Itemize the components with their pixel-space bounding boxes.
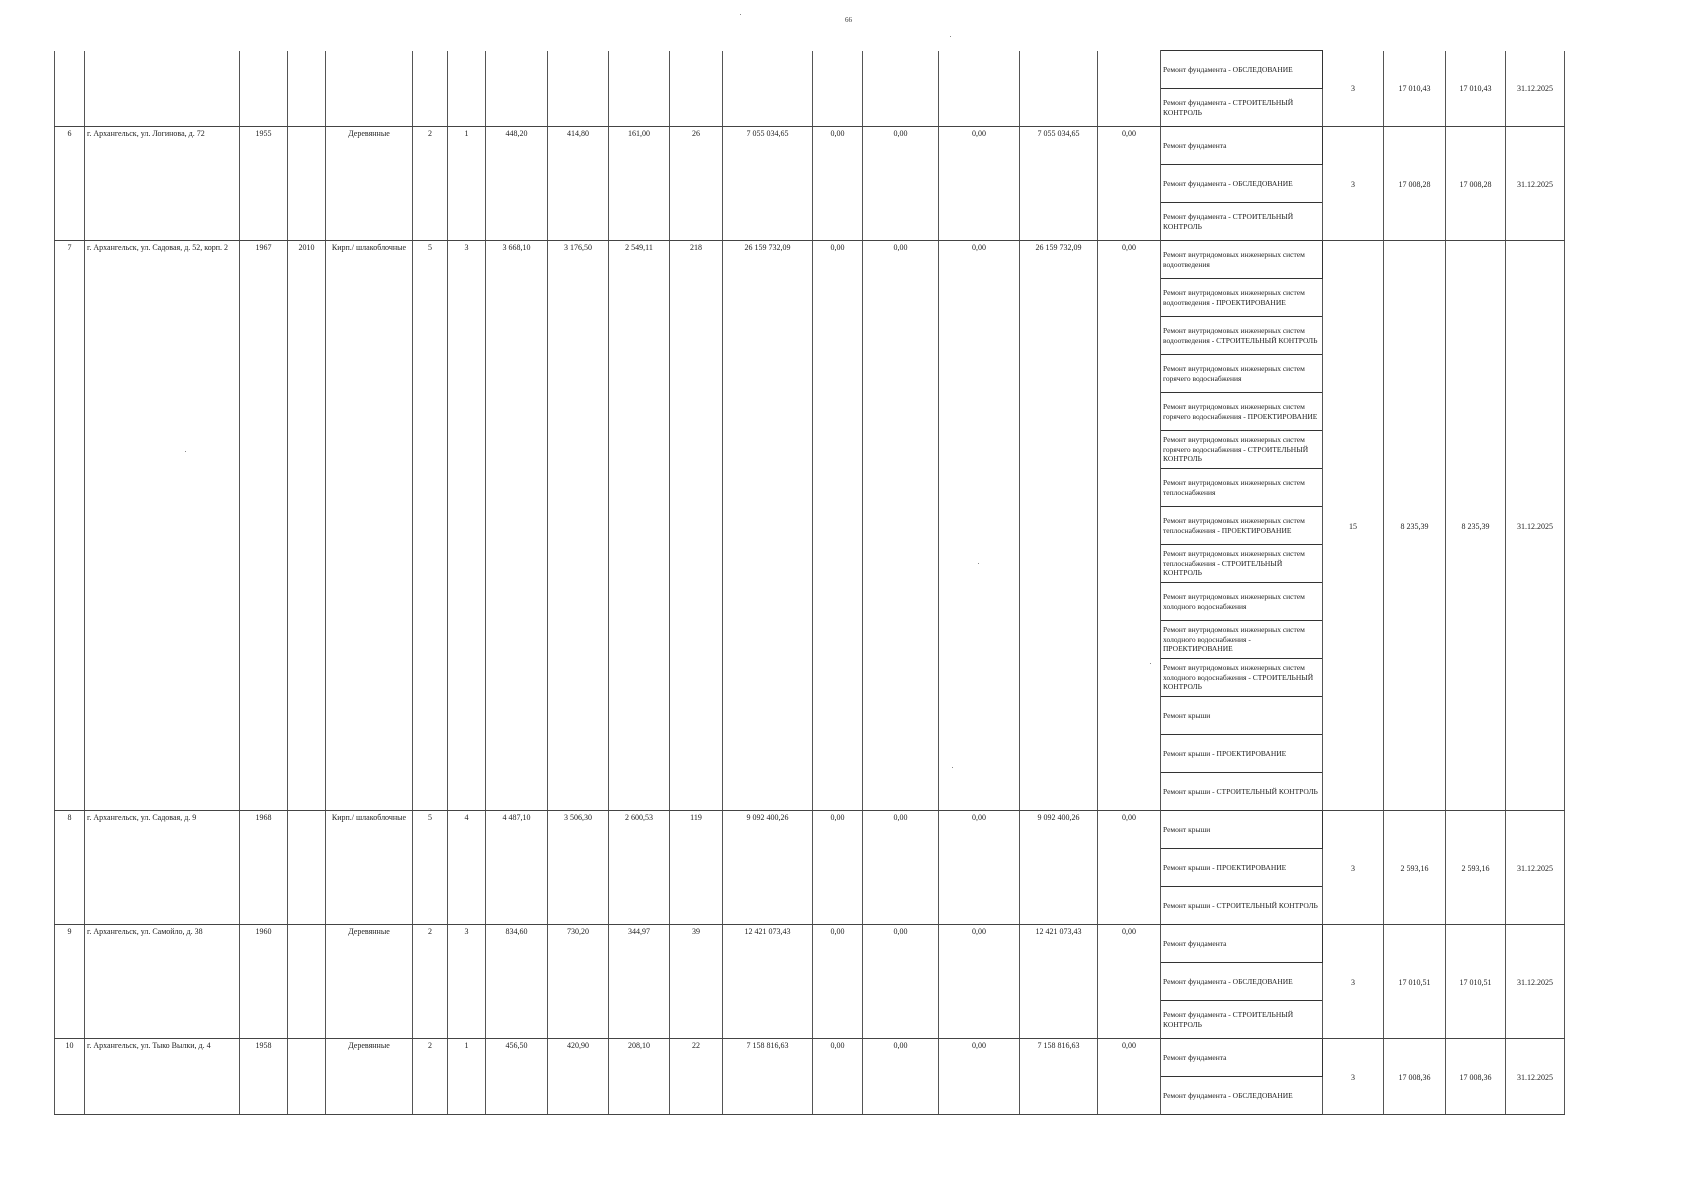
- wall-material-cell: Деревянные: [326, 127, 413, 241]
- unit-cost-cell: 8 235,39: [1384, 241, 1446, 811]
- work-count-cell: 3: [1323, 811, 1384, 925]
- work-type-cell: Ремонт крыши - ПРОЕКТИРОВАНИЕ: [1161, 849, 1323, 887]
- fund-federal-cell: 0,00: [813, 925, 863, 1039]
- fund-local-cell: 0,00: [939, 241, 1020, 811]
- max-unit-cost-cell: 17 010,51: [1446, 925, 1506, 1039]
- work-type-cell: Ремонт фундамента: [1161, 925, 1323, 963]
- year-built-cell: 1960: [240, 925, 288, 1039]
- fund-local-cell: 0,00: [939, 811, 1020, 925]
- living-area-cell: 420,90: [548, 1039, 609, 1115]
- floors-cell: 2: [413, 1039, 448, 1115]
- work-type-cell: Ремонт фундамента - ОБСЛЕДОВАНИЕ: [1161, 963, 1323, 1001]
- year-built-cell: 1967: [240, 241, 288, 811]
- floors-cell: 2: [413, 925, 448, 1039]
- residents-cell: 119: [670, 811, 723, 925]
- residential-area-cell: 344,97: [609, 925, 670, 1039]
- work-type-cell: Ремонт внутридомовых инженерных систем теплоснабжения: [1161, 469, 1323, 507]
- work-type-cell: Ремонт крыши - ПРОЕКТИРОВАНИЕ: [1161, 735, 1323, 773]
- table-row: [55, 925, 1565, 963]
- deadline-cell: 31.12.2025: [1506, 1039, 1565, 1115]
- row-number-cell: 10: [55, 1039, 85, 1115]
- total-cost-cell: 9 092 400,26: [723, 811, 813, 925]
- deadline-cell: 31.12.2025: [1506, 51, 1565, 127]
- address-cell: г. Архангельск, ул. Тыко Вылки, д. 4: [85, 1039, 240, 1115]
- year-built-cell: 1958: [240, 1039, 288, 1115]
- living-area-cell: 3 176,50: [548, 241, 609, 811]
- fund-federal-cell: 0,00: [813, 241, 863, 811]
- address-cell: г. Архангельск, ул. Логинова, д. 72: [85, 127, 240, 241]
- total-cost-cell: 26 159 732,09: [723, 241, 813, 811]
- year-overhaul-cell: [288, 811, 326, 925]
- work-type-cell: Ремонт фундамента - ОБСЛЕДОВАНИЕ: [1161, 51, 1323, 89]
- year-overhaul-cell: [288, 925, 326, 1039]
- scan-speck: [950, 36, 951, 37]
- work-type-cell: Ремонт фундамента - ОБСЛЕДОВАНИЕ: [1161, 165, 1323, 203]
- empty-cell: [670, 51, 723, 127]
- unit-cost-cell: 17 010,43: [1384, 51, 1446, 127]
- work-type-cell: Ремонт фундамента: [1161, 127, 1323, 165]
- fund-other-cell: 0,00: [1098, 925, 1161, 1039]
- floors-cell: 2: [413, 127, 448, 241]
- address-cell: г. Архангельск, ул. Садовая, д. 52, корп. 2: [85, 241, 240, 811]
- table-row: [55, 51, 1565, 89]
- year-built-cell: 1955: [240, 127, 288, 241]
- wall-material-cell: Деревянные: [326, 1039, 413, 1115]
- work-type-cell: Ремонт фундамента - ОБСЛЕДОВАНИЕ: [1161, 1077, 1323, 1115]
- work-type-cell: Ремонт фундамента: [1161, 1039, 1323, 1077]
- table-row: [55, 241, 1565, 279]
- work-count-cell: 3: [1323, 1039, 1384, 1115]
- floors-cell: 5: [413, 811, 448, 925]
- fund-other-cell: 0,00: [1098, 811, 1161, 925]
- residential-area-cell: 2 600,53: [609, 811, 670, 925]
- work-type-cell: Ремонт крыши - СТРОИТЕЛЬНЫЙ КОНТРОЛЬ: [1161, 887, 1323, 925]
- living-area-cell: 414,80: [548, 127, 609, 241]
- total-cost-cell: 12 421 073,43: [723, 925, 813, 1039]
- year-overhaul-cell: [288, 127, 326, 241]
- empty-cell: [85, 51, 240, 127]
- total-area-cell: 3 668,10: [486, 241, 548, 811]
- fund-other-cell: 0,00: [1098, 241, 1161, 811]
- page-number: 66: [845, 16, 852, 24]
- housing-repair-registry-table: [54, 50, 1565, 1115]
- residential-area-cell: 2 549,11: [609, 241, 670, 811]
- fund-regional-cell: 0,00: [863, 811, 939, 925]
- work-type-cell: Ремонт фундамента - СТРОИТЕЛЬНЫЙ КОНТРОЛЬ: [1161, 1001, 1323, 1039]
- work-count-cell: 15: [1323, 241, 1384, 811]
- work-type-cell: Ремонт внутридомовых инженерных систем водоотведения - СТРОИТЕЛЬНЫЙ КОНТРОЛЬ: [1161, 317, 1323, 355]
- work-type-cell: Ремонт крыши: [1161, 697, 1323, 735]
- empty-cell: [1098, 51, 1161, 127]
- empty-cell: [413, 51, 448, 127]
- year-built-cell: 1968: [240, 811, 288, 925]
- empty-cell: [813, 51, 863, 127]
- fund-federal-cell: 0,00: [813, 1039, 863, 1115]
- max-unit-cost-cell: 2 593,16: [1446, 811, 1506, 925]
- row-number-cell: 7: [55, 241, 85, 811]
- fund-owners-cell: 26 159 732,09: [1020, 241, 1098, 811]
- table-row: [55, 127, 1565, 165]
- living-area-cell: 730,20: [548, 925, 609, 1039]
- deadline-cell: 31.12.2025: [1506, 241, 1565, 811]
- scan-speck: [740, 14, 741, 15]
- residential-area-cell: 208,10: [609, 1039, 670, 1115]
- empty-cell: [240, 51, 288, 127]
- total-area-cell: 4 487,10: [486, 811, 548, 925]
- max-unit-cost-cell: 17 008,28: [1446, 127, 1506, 241]
- work-type-cell: Ремонт внутридомовых инженерных систем теплоснабжения - СТРОИТЕЛЬНЫЙ КОНТРОЛЬ: [1161, 545, 1323, 583]
- fund-federal-cell: 0,00: [813, 127, 863, 241]
- fund-owners-cell: 7 158 816,63: [1020, 1039, 1098, 1115]
- table-row: [55, 811, 1565, 849]
- row-number-cell: 9: [55, 925, 85, 1039]
- deadline-cell: 31.12.2025: [1506, 127, 1565, 241]
- work-type-cell: Ремонт крыши: [1161, 811, 1323, 849]
- work-count-cell: 3: [1323, 51, 1384, 127]
- work-type-cell: Ремонт внутридомовых инженерных систем холодного водоснабжения - СТРОИТЕЛЬНЫЙ КОНТРОЛЬ: [1161, 659, 1323, 697]
- empty-cell: [326, 51, 413, 127]
- unit-cost-cell: 17 008,28: [1384, 127, 1446, 241]
- empty-cell: [55, 51, 85, 127]
- fund-regional-cell: 0,00: [863, 1039, 939, 1115]
- residents-cell: 22: [670, 1039, 723, 1115]
- entrances-cell: 1: [448, 127, 486, 241]
- work-type-cell: Ремонт фундамента - СТРОИТЕЛЬНЫЙ КОНТРОЛЬ: [1161, 89, 1323, 127]
- fund-local-cell: 0,00: [939, 127, 1020, 241]
- work-type-cell: Ремонт внутридомовых инженерных систем холодного водоснабжения: [1161, 583, 1323, 621]
- table-row: [55, 1039, 1565, 1077]
- wall-material-cell: Кирп./ шлакоблочные: [326, 241, 413, 811]
- year-overhaul-cell: [288, 1039, 326, 1115]
- work-type-cell: Ремонт внутридомовых инженерных систем горячего водоснабжения - СТРОИТЕЛЬНЫЙ КОНТРОЛЬ: [1161, 431, 1323, 469]
- fund-other-cell: 0,00: [1098, 1039, 1161, 1115]
- work-type-cell: Ремонт крыши - СТРОИТЕЛЬНЫЙ КОНТРОЛЬ: [1161, 773, 1323, 811]
- living-area-cell: 3 506,30: [548, 811, 609, 925]
- max-unit-cost-cell: 17 010,43: [1446, 51, 1506, 127]
- fund-owners-cell: 7 055 034,65: [1020, 127, 1098, 241]
- residents-cell: 218: [670, 241, 723, 811]
- fund-regional-cell: 0,00: [863, 241, 939, 811]
- wall-material-cell: Кирп./ шлакоблочные: [326, 811, 413, 925]
- total-area-cell: 448,20: [486, 127, 548, 241]
- empty-cell: [609, 51, 670, 127]
- entrances-cell: 3: [448, 925, 486, 1039]
- total-area-cell: 834,60: [486, 925, 548, 1039]
- fund-other-cell: 0,00: [1098, 127, 1161, 241]
- registry-body: [55, 51, 1565, 1115]
- total-cost-cell: 7 158 816,63: [723, 1039, 813, 1115]
- unit-cost-cell: 2 593,16: [1384, 811, 1446, 925]
- empty-cell: [939, 51, 1020, 127]
- work-type-cell: Ремонт внутридомовых инженерных систем водоотведения: [1161, 241, 1323, 279]
- work-count-cell: 3: [1323, 925, 1384, 1039]
- fund-local-cell: 0,00: [939, 1039, 1020, 1115]
- deadline-cell: 31.12.2025: [1506, 811, 1565, 925]
- empty-cell: [1020, 51, 1098, 127]
- fund-owners-cell: 9 092 400,26: [1020, 811, 1098, 925]
- work-type-cell: Ремонт фундамента - СТРОИТЕЛЬНЫЙ КОНТРОЛЬ: [1161, 203, 1323, 241]
- unit-cost-cell: 17 008,36: [1384, 1039, 1446, 1115]
- empty-cell: [448, 51, 486, 127]
- residents-cell: 39: [670, 925, 723, 1039]
- total-cost-cell: 7 055 034,65: [723, 127, 813, 241]
- address-cell: г. Архангельск, ул. Садовая, д. 9: [85, 811, 240, 925]
- fund-owners-cell: 12 421 073,43: [1020, 925, 1098, 1039]
- fund-federal-cell: 0,00: [813, 811, 863, 925]
- entrances-cell: 1: [448, 1039, 486, 1115]
- floors-cell: 5: [413, 241, 448, 811]
- fund-regional-cell: 0,00: [863, 127, 939, 241]
- entrances-cell: 3: [448, 241, 486, 811]
- work-type-cell: Ремонт внутридомовых инженерных систем горячего водоснабжения - ПРОЕКТИРОВАНИЕ: [1161, 393, 1323, 431]
- work-type-cell: Ремонт внутридомовых инженерных систем водоотведения - ПРОЕКТИРОВАНИЕ: [1161, 279, 1323, 317]
- work-type-cell: Ремонт внутридомовых инженерных систем теплоснабжения - ПРОЕКТИРОВАНИЕ: [1161, 507, 1323, 545]
- residential-area-cell: 161,00: [609, 127, 670, 241]
- address-cell: г. Архангельск, ул. Самойло, д. 38: [85, 925, 240, 1039]
- row-number-cell: 8: [55, 811, 85, 925]
- wall-material-cell: Деревянные: [326, 925, 413, 1039]
- fund-regional-cell: 0,00: [863, 925, 939, 1039]
- empty-cell: [486, 51, 548, 127]
- empty-cell: [863, 51, 939, 127]
- deadline-cell: 31.12.2025: [1506, 925, 1565, 1039]
- entrances-cell: 4: [448, 811, 486, 925]
- empty-cell: [288, 51, 326, 127]
- fund-local-cell: 0,00: [939, 925, 1020, 1039]
- total-area-cell: 456,50: [486, 1039, 548, 1115]
- work-type-cell: Ремонт внутридомовых инженерных систем холодного водоснабжения - ПРОЕКТИРОВАНИЕ: [1161, 621, 1323, 659]
- empty-cell: [548, 51, 609, 127]
- year-overhaul-cell: 2010: [288, 241, 326, 811]
- max-unit-cost-cell: 8 235,39: [1446, 241, 1506, 811]
- unit-cost-cell: 17 010,51: [1384, 925, 1446, 1039]
- work-type-cell: Ремонт внутридомовых инженерных систем горячего водоснабжения: [1161, 355, 1323, 393]
- row-number-cell: 6: [55, 127, 85, 241]
- residents-cell: 26: [670, 127, 723, 241]
- empty-cell: [723, 51, 813, 127]
- work-count-cell: 3: [1323, 127, 1384, 241]
- max-unit-cost-cell: 17 008,36: [1446, 1039, 1506, 1115]
